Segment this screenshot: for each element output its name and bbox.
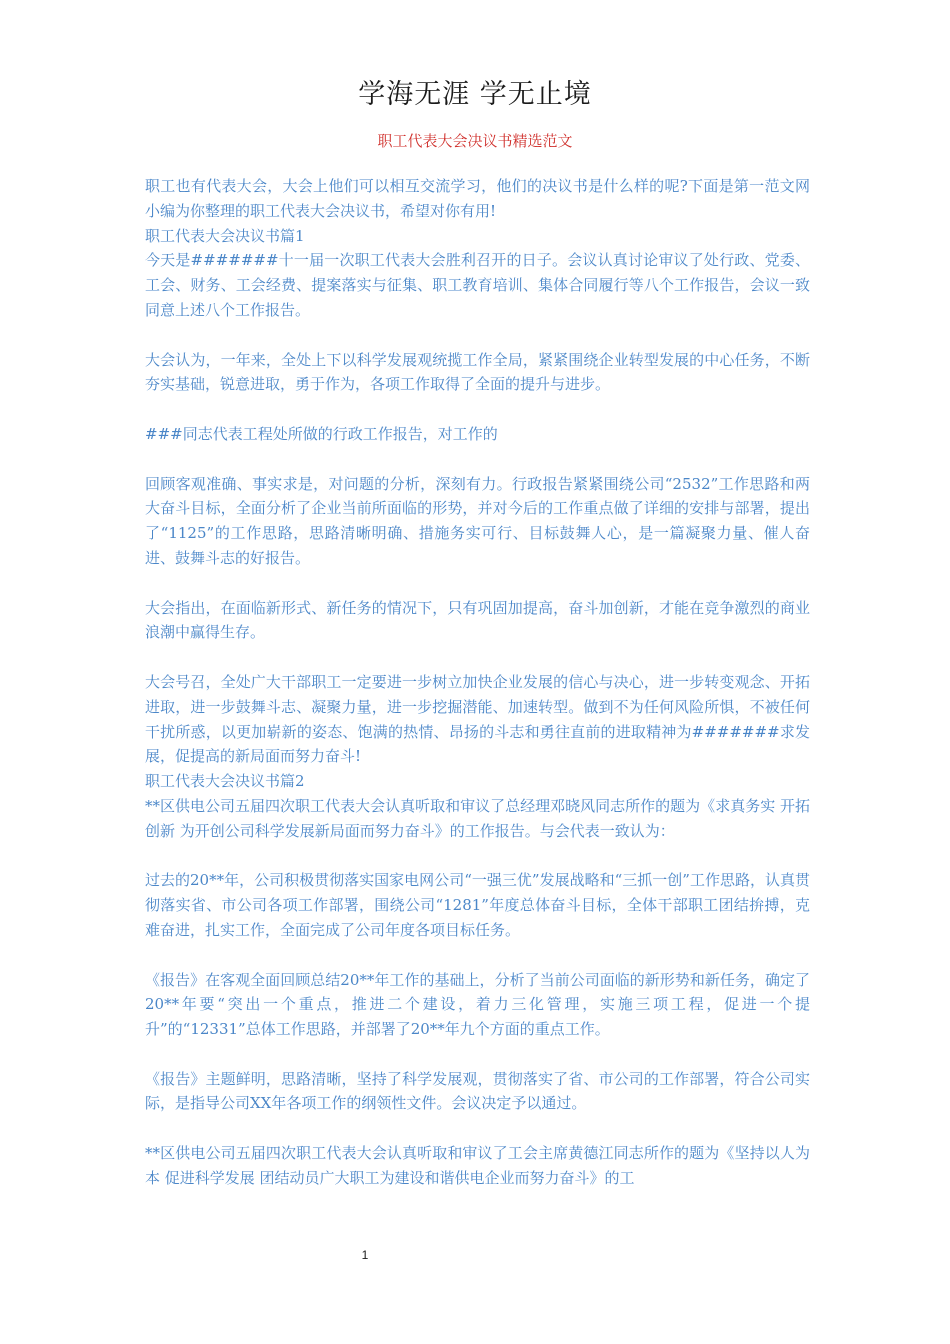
paragraph-spacer (145, 943, 810, 968)
body-paragraph: 职工也有代表大会，大会上他们可以相互交流学习，他们的决议书是什么样的呢?下面是第一范文网小编为你整理的职工代表大会决议书，希望对你有用! (145, 177, 810, 220)
paragraph-spacer (145, 844, 810, 869)
body-paragraph: 回顾客观准确、事实求是，对问题的分析，深刻有力。行政报告紧紧围绕公司“2532”工作思路和两大奋斗目标，全面分析了企业当前所面临的形势，并对今后的工作重点做了详细的安排与部署，提出了“1125”的工作思路，思路清晰明确、措施务实可行、目标鼓舞人心，是一篇凝聚力量、催人奋进、鼓舞斗志的好报告。 (145, 474, 810, 567)
document-body (145, 174, 810, 1191)
body-paragraph: **区供电公司五届四次职工代表大会认真听取和审议了总经理邓晓风同志所作的题为《求真务实 开拓创新 为开创公司科学发展新局面而努力奋斗》的工作报告。与会代表一致认为： (145, 796, 810, 840)
paragraph-spacer (145, 1042, 810, 1067)
body-paragraph: 大会指出，在面临新形式、新任务的情况下，只有巩固加提高，奋斗加创新，才能在竞争激烈的商业浪潮中赢得生存。 (145, 598, 810, 642)
body-paragraph: 大会号召，全处广大干部职工一定要进一步树立加快企业发展的信心与决心，进一步转变观念、开拓进取，进一步鼓舞斗志、凝聚力量，进一步挖掘潜能、加速转型。做到不为任何风险所惧，不被任何干扰所惑，以更加崭新的姿态、饱满的热情、昂扬的斗志和勇往直前的进取精神为#######求发展，促提高的新局面而努力奋斗! (145, 672, 810, 766)
page-number: 1 (361, 1248, 369, 1262)
paragraph-spacer (145, 323, 810, 348)
document-title: 职工代表大会决议书精选范文 (377, 132, 573, 150)
body-paragraph: 今天是#######十一届一次职工代表大会胜利召开的日子。会议认真讨论审议了处行政、党委、工会、财务、工会经费、提案落实与征集、职工教育培训、集体合同履行等八个工作报告，会议一致同意上述八个工作报告。 (145, 251, 810, 319)
body-paragraph: 过去的20**年，公司积极贯彻落实国家电网公司“一强三优”发展战略和“三抓一创”工作思路，认真贯彻落实省、市公司各项工作部署，围绕公司“1281”年度总体奋斗目标，全体干部职工团结拚搏，克难奋进，扎实工作，全面完成了公司年度各项目标任务。 (145, 871, 810, 939)
body-paragraph: 职工代表大会决议书篇1 (145, 226, 305, 245)
page-header-title: 学海无涯 学无止境 (358, 79, 592, 110)
body-paragraph: 职工代表大会决议书篇2 (145, 772, 305, 791)
paragraph-spacer (145, 1116, 810, 1141)
paragraph-spacer (145, 571, 810, 596)
body-paragraph: 《报告》在客观全面回顾总结20**年工作的基础上，分析了当前公司面临的新形势和新任务，确定了20**年要“突出一个重点，推进二个建设，着力三化管理，实施三项工程，促进一个提升”的“12331”总体工作思路，并部署了20**年九个方面的重点工作。 (145, 970, 810, 1039)
body-paragraph: **区供电公司五届四次职工代表大会认真听取和审议了工会主席黄德江同志所作的题为《坚持以人为本 促进科学发展 团结动员广大职工为建设和谐供电企业而努力奋斗》的工 (145, 1144, 810, 1187)
paragraph-spacer (145, 447, 810, 472)
body-paragraph: ###同志代表工程处所做的行政工作报告，对工作的 (145, 424, 498, 443)
body-paragraph: 《报告》主题鲜明，思路清晰，坚持了科学发展观，贯彻落实了省、市公司的工作部署，符合公司实际，是指导公司XX年各项工作的纲领性文件。会议决定予以通过。 (145, 1069, 810, 1113)
paragraph-spacer (145, 645, 810, 670)
body-paragraph: 大会认为，一年来，全处上下以科学发展观统揽工作全局，紧紧围绕企业转型发展的中心任务，不断夯实基础，锐意进取，勇于作为，各项工作取得了全面的提升与进步。 (145, 350, 810, 394)
paragraph-spacer (145, 397, 810, 422)
